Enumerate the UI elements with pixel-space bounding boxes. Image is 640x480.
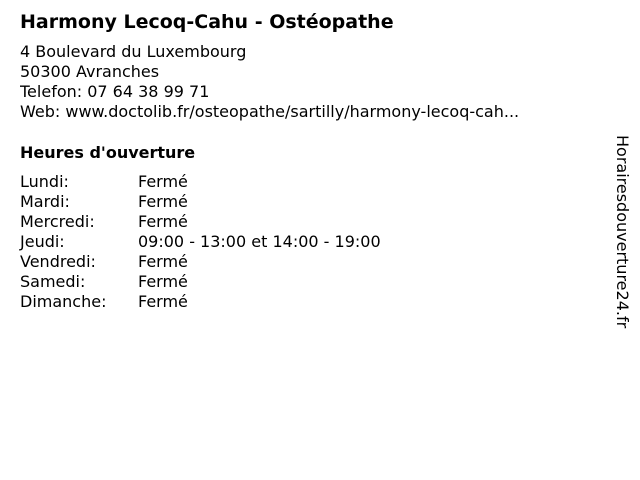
hours-value: Fermé [138, 292, 188, 311]
phone-line: Telefon: 07 64 38 99 71 [20, 82, 210, 101]
city-line: 50300 Avranches [20, 62, 160, 81]
day-label: Jeudi: [20, 232, 65, 251]
day-label: Vendredi: [20, 252, 96, 271]
hours-row-monday [20, 172, 381, 192]
site-brand-vertical: Horairesdouverture24.fr [613, 135, 632, 329]
hours-value: Fermé [138, 252, 188, 271]
hours-row-saturday [20, 272, 381, 292]
opening-hours-heading: Heures d'ouverture [20, 143, 196, 162]
day-label: Dimanche: [20, 292, 107, 311]
day-label: Mardi: [20, 192, 70, 211]
hours-value: Fermé [138, 272, 188, 291]
business-card [20, 10, 610, 312]
address-block [20, 42, 610, 122]
hours-value: Fermé [138, 192, 188, 211]
hours-row-tuesday [20, 192, 381, 212]
day-label: Samedi: [20, 272, 86, 291]
hours-row-wednesday [20, 212, 381, 232]
hours-value: Fermé [138, 172, 188, 191]
hours-row-thursday [20, 232, 381, 252]
day-label: Mercredi: [20, 212, 95, 231]
hours-row-friday [20, 252, 381, 272]
opening-hours-table [20, 172, 381, 312]
hours-value: 09:00 - 13:00 et 14:00 - 19:00 [138, 232, 381, 251]
hours-value: Fermé [138, 212, 188, 231]
web-line: Web: www.doctolib.fr/osteopathe/sartilly/harmony-lecoq-cah... [20, 102, 520, 121]
hours-row-sunday [20, 292, 381, 312]
street-address: 4 Boulevard du Luxembourg [20, 42, 247, 61]
day-label: Lundi: [20, 172, 69, 191]
business-title: Harmony Lecoq-Cahu - Ostéopathe [20, 11, 394, 33]
